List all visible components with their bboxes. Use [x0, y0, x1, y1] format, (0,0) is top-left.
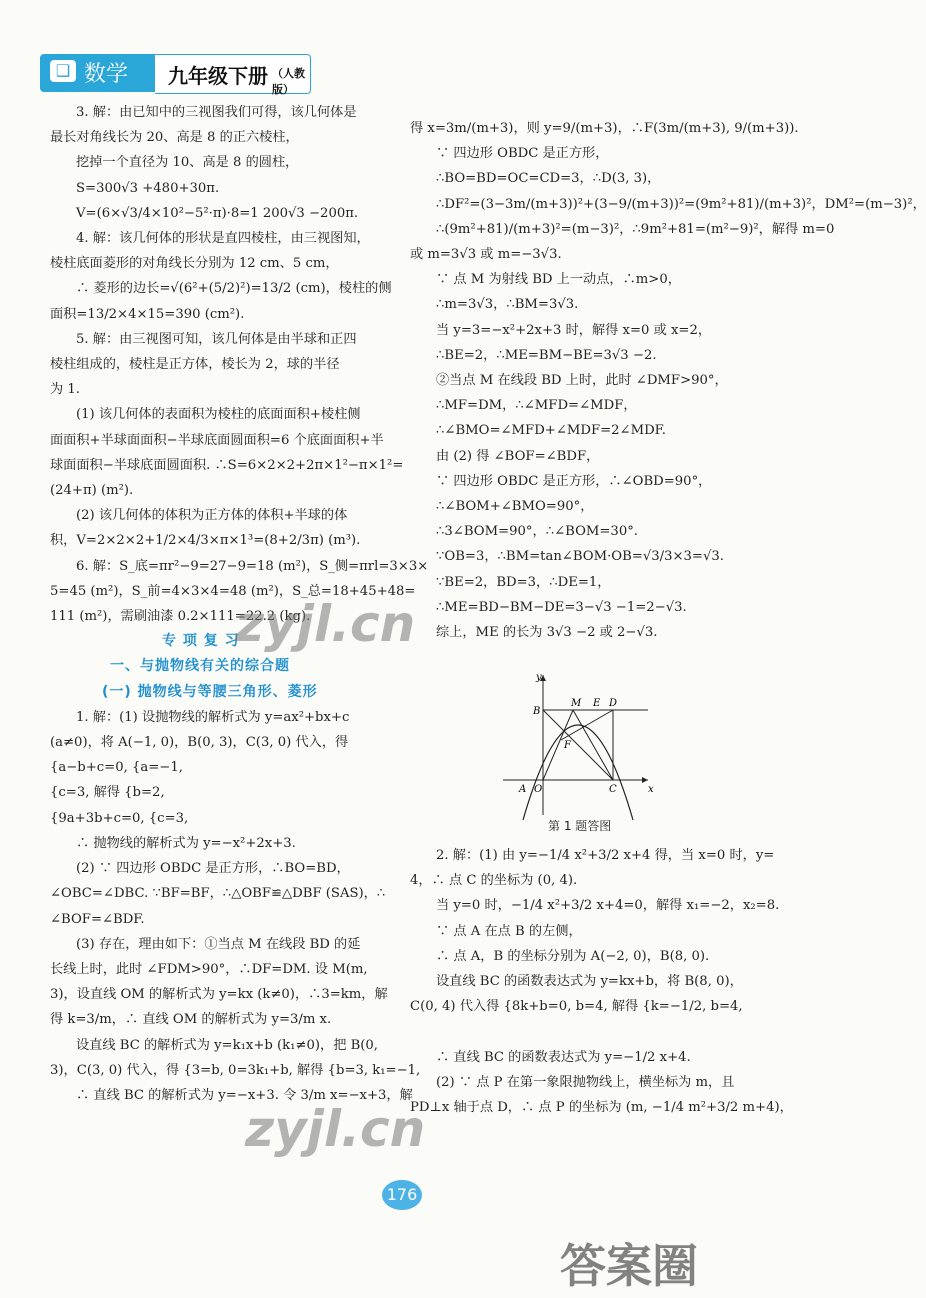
- text-line: 为 1.: [50, 382, 80, 398]
- text-line: ∴ 抛物线的解析式为 y=−x²+2x+3.: [76, 835, 296, 851]
- text-line: (2) ∵ 四边形 OBDC 是正方形，∴BO=BD，: [76, 861, 350, 877]
- text-line: ∴ME=BD−BM−DE=3−√3 −1=2−√3.: [436, 599, 687, 615]
- text-line: ∴MF=DM，∴∠MFD=∠MDF，: [436, 398, 637, 414]
- text-line: (2) ∵ 点 P 在第一象限抛物线上，横坐标为 m，且: [436, 1074, 735, 1090]
- text-line: ∴3∠BOM=90°，∴∠BOM=30°.: [436, 524, 638, 540]
- text-line: S=300√3 +480+30π.: [76, 180, 220, 196]
- text-line: 长线上时，此时 ∠FDM>90°，∴DF=DM. 设 M(m,: [50, 961, 368, 977]
- segment-bc: [543, 710, 613, 780]
- segment-mc: [573, 710, 613, 780]
- text-line: ∴∠BOM+∠BMO=90°，: [436, 499, 594, 515]
- watermark-zyjl-2: zyjl.cn: [245, 1100, 426, 1158]
- page-header: [40, 48, 310, 98]
- label-d: D: [609, 698, 618, 709]
- text-line: 挖掉一个直径为 10、高是 8 的圆柱，: [76, 155, 299, 171]
- text-line: 得 x=3m/(m+3)，则 y=9/(m+3)，∴F(3m/(m+3), 9/(m+3)).: [410, 121, 799, 136]
- label-f: F: [564, 740, 571, 751]
- text-line: 一、与抛物线有关的综合题: [110, 658, 290, 675]
- text-line: [410, 1019, 785, 1044]
- text-line: ∴ 直线 BC 的函数表达式为 y=−1/2 x+4.: [436, 1049, 691, 1065]
- text-line: PD⊥x 轴于点 D，∴ 点 P 的坐标为 (m, −1/4 m²+3/2 m+4)，: [410, 1100, 793, 1116]
- text-line: ∴∠BMO=∠MFD+∠MDF=2∠MDF.: [436, 423, 666, 439]
- text-line: ∴ 直线 BC 的解析式为 y=−x+3. 令 3/m x=−x+3，解: [76, 1087, 413, 1103]
- text-line: 积，V=2×2×2+1/2×4/3×π×1³=(8+2/3π) (m³).: [50, 533, 361, 549]
- watermark-daanquan: 答案圈: [560, 1239, 698, 1293]
- text-line: 5=45 (m²)，S_前=4×3×4=48 (m²)，S_总=18+45+48=: [50, 583, 416, 599]
- figure-caption: 第 1 题答图: [548, 819, 612, 833]
- text-line: 由 (2) 得 ∠BOF=∠BDF，: [436, 448, 600, 464]
- text-line: {a−b+c=0, {a=−1,: [50, 760, 183, 776]
- page-number: 176: [382, 1180, 422, 1210]
- text-line: ∠OBC=∠DBC. ∵BF=BF，∴△OBF≌△DBF (SAS)，∴: [50, 886, 386, 902]
- text-line: C(0, 4) 代入得 {8k+b=0, b=4, 解得 {k=−1/2, b=4,: [410, 999, 743, 1015]
- text-line: (a≠0)，将 A(−1, 0)，B(0, 3)，C(3, 0) 代入，得: [50, 735, 349, 751]
- text-line: ∵ 点 M 为射线 BD 上一动点，∴m>0，: [436, 272, 681, 288]
- text-line: 4，∴ 点 C 的坐标为 (0, 4).: [410, 873, 578, 889]
- label-a: A: [519, 784, 527, 795]
- text-line: ∴ 菱形的边长=√(6²+(5/2)²)=13/2 (cm)，棱柱的侧: [76, 281, 392, 297]
- text-line: 当 y=0 时，−1/4 x²+3/2 x+4=0，解得 x₁=−2，x₂=8.: [436, 898, 780, 914]
- text-line: 4. 解：该几何体的形状是直四棱柱，由三视图知，: [76, 231, 370, 247]
- right-column-lower: [410, 843, 793, 1120]
- header-title: 九年级下册: [168, 64, 268, 88]
- text-line: (24+π) (m²).: [50, 483, 134, 499]
- text-line: 1. 解：(1) 设抛物线的解析式为 y=ax²+bx+c: [76, 709, 350, 725]
- text-line: (3) 存在，理由如下：①当点 M 在线段 BD 的延: [76, 936, 361, 952]
- text-line: 球面面积−半球底面圆面积. ∴S=6×2×2+2π×1²−π×1²=: [50, 457, 404, 473]
- text-line: ∵BE=2，BD=3，∴DE=1，: [436, 574, 611, 590]
- text-line: {c=3, 解得 {b=2,: [50, 785, 165, 801]
- text-line: 专 项 复 习: [162, 633, 240, 650]
- text-line: (2) 该几何体的体积为正方体的体积+半球的体: [76, 508, 348, 524]
- watermark-zyjl-1: zyjl.cn: [235, 595, 416, 653]
- text-line: 当 y=3=−x²+2x+3 时，解得 x=0 或 x=2，: [436, 322, 712, 338]
- text-line: (一) 抛物线与等腰三角形、菱形: [102, 683, 318, 700]
- text-line: ∵OB=3，∴BM=tan∠BOM·OB=√3/3×3=√3.: [436, 549, 724, 565]
- text-line: 或 m=3√3 或 m=−3√3.: [410, 247, 562, 263]
- label-y: y: [536, 672, 542, 683]
- text-line: 设直线 BC 的函数表达式为 y=kx+b，将 B(8, 0)，: [436, 974, 743, 990]
- label-e: E: [593, 698, 601, 709]
- text-line: ∴DF²=(3−3m/(m+3))²+(3−9/(m+3))²=(9m²+81)/(m+3)²，DM²=(m−3)²，: [436, 196, 926, 212]
- text-line: 3)，设直线 OM 的解析式为 y=kx (k≠0)，∴3=km，解: [50, 987, 388, 1003]
- right-column: [410, 116, 926, 645]
- text-line: ∴m=3√3，∴BM=3√3.: [436, 297, 579, 313]
- text-line: 111 (m²)，需刷油漆 0.2×111=22.2 (kg).: [50, 609, 311, 625]
- text-line: 设直线 BC 的解析式为 y=k₁x+b (k₁≠0)，把 B(0,: [76, 1037, 378, 1053]
- x-axis-arrow: [642, 777, 648, 783]
- text-line: ∴BE=2，∴ME=BM−BE=3√3 −2.: [436, 347, 657, 363]
- book-icon: ❑: [50, 60, 76, 82]
- text-line: (1) 该几何体的表面积为棱柱的底面面积+棱柱侧: [76, 407, 361, 423]
- text-line: 棱柱底面菱形的对角线长分别为 12 cm、5 cm，: [50, 256, 339, 272]
- text-line: ∵ 点 A 在点 B 的左侧，: [436, 923, 582, 939]
- text-line: ∴BO=BD=OC=CD=3，∴D(3, 3)，: [436, 171, 661, 187]
- header-subject: 数学: [84, 62, 129, 87]
- text-line: 最长对角线长为 20、高是 8 的正六棱柱，: [50, 130, 299, 146]
- text-line: {9a+3b+c=0, {c=3,: [50, 810, 189, 826]
- label-m: M: [571, 698, 582, 709]
- text-line: ∴ 点 A，B 的坐标分别为 A(−2, 0)，B(8, 0).: [436, 948, 710, 964]
- text-line: 棱柱组成的，棱柱是正方体，棱长为 2，球的半径: [50, 357, 340, 373]
- text-line: 面面积+半球面面积−半球底面圆面积=6 个底面面积+半: [50, 432, 384, 448]
- header-edition: （人教版）: [272, 67, 305, 96]
- parabola-figure: [498, 670, 658, 820]
- label-c: C: [609, 784, 617, 795]
- text-line: V=(6×√3/4×10²−5²·π)·8=1 200√3 −200π.: [76, 205, 359, 221]
- text-line: ∠BOF=∠BDF.: [50, 911, 145, 927]
- text-line: 综上，ME 的长为 3√3 −2 或 2−√3.: [436, 625, 658, 641]
- text-line: ②当点 M 在线段 BD 上时，此时 ∠DMF>90°，: [436, 373, 728, 389]
- text-line: 5. 解：由三视图可知，该几何体是由半球和正四: [76, 331, 357, 347]
- text-line: 6. 解：S_底=πr²−9=27−9=18 (m²)，S_侧=πrl=3×3×: [76, 558, 429, 574]
- text-line: ∵ 四边形 OBDC 是正方形，: [436, 146, 609, 162]
- text-line: 3. 解：由已知中的三视图我们可得，该几何体是: [76, 105, 357, 120]
- text-line: 3)，C(3, 0) 代入，得 {3=b, 0=3k₁+b, 解得 {b=3, k₁=−1,: [50, 1062, 421, 1078]
- label-o: O: [534, 784, 543, 795]
- text-line: 面积=13/2×4×15=390 (cm²).: [50, 306, 245, 322]
- text-line: ∵ 四边形 OBDC 是正方形，∴∠OBD=90°，: [436, 473, 712, 489]
- label-x: x: [648, 784, 654, 795]
- label-b: B: [533, 706, 541, 717]
- text-line: 2. 解：(1) 由 y=−1/4 x²+3/2 x+4 得，当 x=0 时，y=: [436, 848, 775, 863]
- parabola: [523, 725, 633, 820]
- text-line: 得 k=3/m，∴ 直线 OM 的解析式为 y=3/m x.: [50, 1012, 332, 1028]
- text-line: ∴(9m²+81)/(m+3)²=(m−3)²，∴9m²+81=(m²−9)²，解得 m=0: [436, 221, 835, 237]
